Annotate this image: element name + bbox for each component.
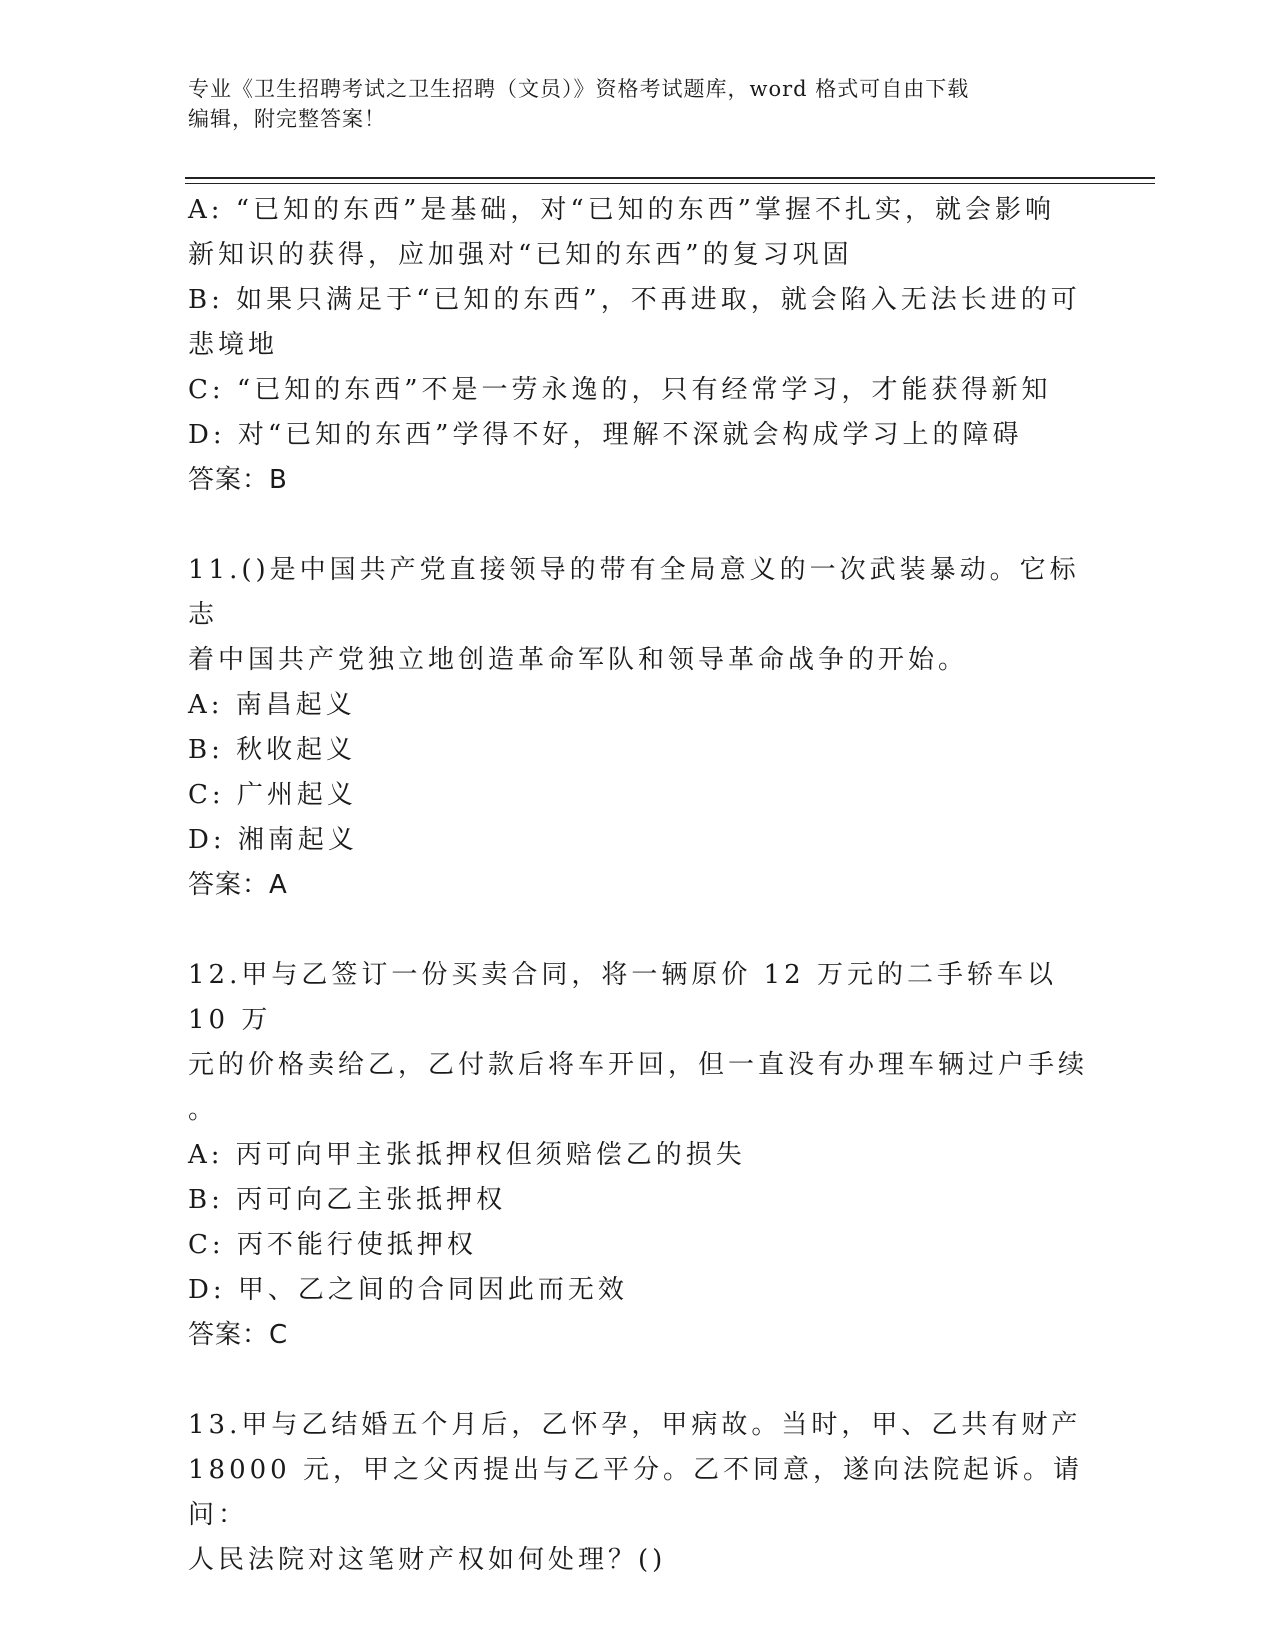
question-12 xyxy=(188,953,1088,1358)
option-line: B: 丙可向乙主张抵押权 xyxy=(188,1185,507,1215)
option-line: C: “已知的东西”不是一劳永逸的，只有经常学习，才能获得新知 xyxy=(188,375,1052,405)
spacer xyxy=(188,1358,1088,1403)
answer-line: 答案：A xyxy=(188,870,288,900)
question-10 xyxy=(188,188,1088,503)
option-line: A: “已知的东西”是基础，对“已知的东西”掌握不扎实，就会影响 xyxy=(188,195,1055,225)
option-line: B: 如果只满足于“已知的东西”，不再进取，就会陷入无法长进的可 xyxy=(188,285,1081,315)
header-divider-thin xyxy=(185,183,1155,184)
option-line: A: 南昌起义 xyxy=(188,690,356,720)
spacer xyxy=(188,503,1088,548)
answer-line: 答案：B xyxy=(188,465,288,495)
question-stem: 12.甲与乙签订一份买卖合同，将一辆原价 12 万元的二手轿车以 10 万 xyxy=(188,960,1057,1035)
option-line: C: 广州起义 xyxy=(188,780,357,810)
question-stem: 18000 元，甲之父丙提出与乙平分。乙不同意，遂向法院起诉。请问： xyxy=(188,1455,1083,1530)
question-list xyxy=(188,188,1088,1583)
option-line: 悲境地 xyxy=(188,330,279,360)
option-line: A: 丙可向甲主张抵押权但须赔偿乙的损失 xyxy=(188,1140,746,1170)
option-line: D: 湘南起义 xyxy=(188,825,358,855)
question-stem: 人民法院对这笔财产权如何处理？() xyxy=(188,1545,667,1575)
question-13 xyxy=(188,1403,1088,1583)
option-line: C: 丙不能行使抵押权 xyxy=(188,1230,477,1260)
header-line-2: 编辑，附完整答案！ xyxy=(188,107,386,131)
question-stem: 。 xyxy=(188,1095,219,1125)
spacer xyxy=(188,908,1088,953)
answer-line: 答案：C xyxy=(188,1320,289,1350)
header-divider-thick xyxy=(185,177,1155,179)
question-stem: 11.()是中国共产党直接领导的带有全局意义的一次武装暴动。它标志 xyxy=(188,555,1080,630)
header-line-1: 专业《卫生招聘考试之卫生招聘（文员）》资格考试题库，word 格式可自由下载 xyxy=(188,77,970,101)
option-line: 新知识的获得，应加强对“已知的东西”的复习巩固 xyxy=(188,240,853,270)
question-stem: 元的价格卖给乙，乙付款后将车开回，但一直没有办理车辆过户手续 xyxy=(188,1050,1089,1080)
document-header xyxy=(188,74,1068,134)
option-line: B: 秋收起义 xyxy=(188,735,357,765)
option-line: D: 对“已知的东西”学得不好，理解不深就会构成学习上的障碍 xyxy=(188,420,1023,450)
option-line: D: 甲、乙之间的合同因此而无效 xyxy=(188,1275,628,1305)
question-11 xyxy=(188,548,1088,908)
question-stem: 着中国共产党独立地创造革命军队和领导革命战争的开始。 xyxy=(188,645,969,675)
question-stem: 13.甲与乙结婚五个月后，乙怀孕，甲病故。当时，甲、乙共有财产 xyxy=(188,1410,1082,1440)
